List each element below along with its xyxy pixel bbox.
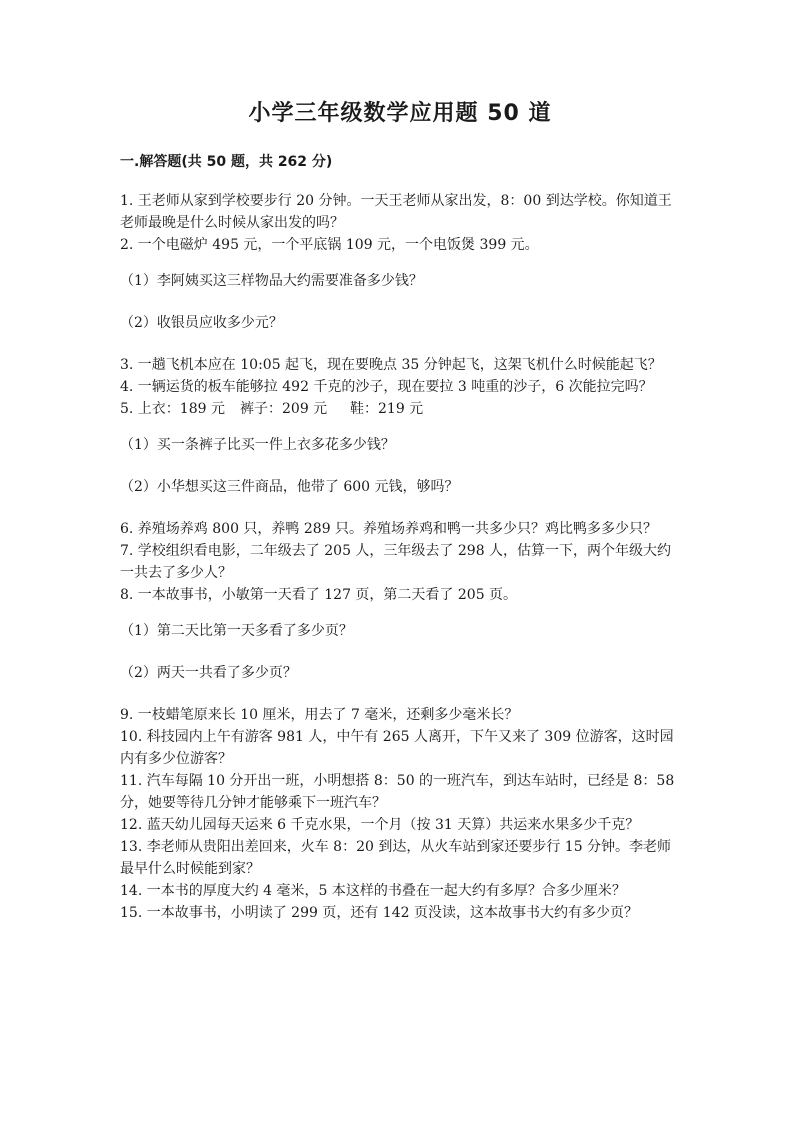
question-5-shirt: 5. 上衣：189 元 <box>120 401 225 417</box>
question-8-part-2: （2）两天一共看了多少页？ <box>120 665 297 681</box>
question-9: 9. 一枝蜡笔原来长 10 厘米，用去了 7 毫米，还剩多少毫米长？ <box>120 707 519 723</box>
question-1: 1. 王老师从家到学校要步行 20 分钟。一天王老师从家出发，8：00 到达学校。你知道王老师最晚是什么时候从家出发的吗？ <box>120 193 672 231</box>
question-5-part-1: （1）买一条裤子比买一件上衣多花多少钱？ <box>120 437 395 453</box>
question-8-part-1: （1）第二天比第一天多看了多少页？ <box>120 623 353 639</box>
page-title: 小学三年级数学应用题 50 道 <box>248 101 552 126</box>
question-12: 12. 蓝天幼儿园每天运来 6 千克水果，一个月（按 31 天算）共运来水果多少千克？ <box>120 817 640 833</box>
question-list <box>120 190 680 924</box>
question-5-pants: 裤子：209 元 <box>240 401 328 417</box>
question-3: 3. 一趟飞机本应在 10:05 起飞，现在要晚点 35 分钟起飞，这架飞机什么时候能起飞？ <box>120 357 662 373</box>
question-6: 6. 养殖场养鸡 800 只，养鸭 289 只。养殖场养鸡和鸭一共多少只？鸡比鸭多多少只？ <box>120 521 658 537</box>
question-10: 10. 科技园内上午有游客 981 人，中午有 265 人离开，下午又来了 309 位游客，这时园内有多少位游客？ <box>120 729 674 767</box>
question-13: 13. 李老师从贵阳出差回来，火车 8：20 到达，从火车站到家还要步行 15 分钟。李老师最早什么时候能到家？ <box>120 839 672 877</box>
question-2: 2. 一个电磁炉 495 元，一个平底锅 109 元，一个电饭煲 399 元。 <box>120 237 539 253</box>
question-2-part-1: （1）李阿姨买这三样物品大约需要准备多少钱？ <box>120 273 423 289</box>
question-14: 14. 一本书的厚度大约 4 毫米，5 本这样的书叠在一起大约有多厚？合多少厘米？ <box>120 883 626 899</box>
question-11: 11. 汽车每隔 10 分开出一班，小明想搭 8：50 的一班汽车，到达车站时，已经是 8：58 分，她要等待几分钟才能够乘下一班汽车？ <box>120 773 675 811</box>
question-7: 7. 学校组织看电影，二年级去了 205 人，三年级去了 298 人，估算一下，两个年级大约一共去了多少人？ <box>120 543 672 581</box>
question-8: 8. 一本故事书，小敏第一天看了 127 页，第二天看了 205 页。 <box>120 587 518 603</box>
question-15: 15. 一本故事书，小明读了 299 页，还有 142 页没读，这本故事书大约有多少页？ <box>120 905 638 921</box>
question-5-shoes: 鞋：219 元 <box>350 401 424 417</box>
question-5-part-2: （2）小华想买这三件商品，他带了 600 元钱，够吗？ <box>120 479 459 495</box>
question-5 <box>120 398 680 420</box>
question-4: 4. 一辆运货的板车能够拉 492 千克的沙子，现在要拉 3 吨重的沙子，6 次能拉完吗？ <box>120 379 653 395</box>
section-heading: 一.解答题(共 50 题，共 262 分) <box>120 154 333 170</box>
question-2-part-2: （2）收银员应收多少元？ <box>120 315 283 331</box>
